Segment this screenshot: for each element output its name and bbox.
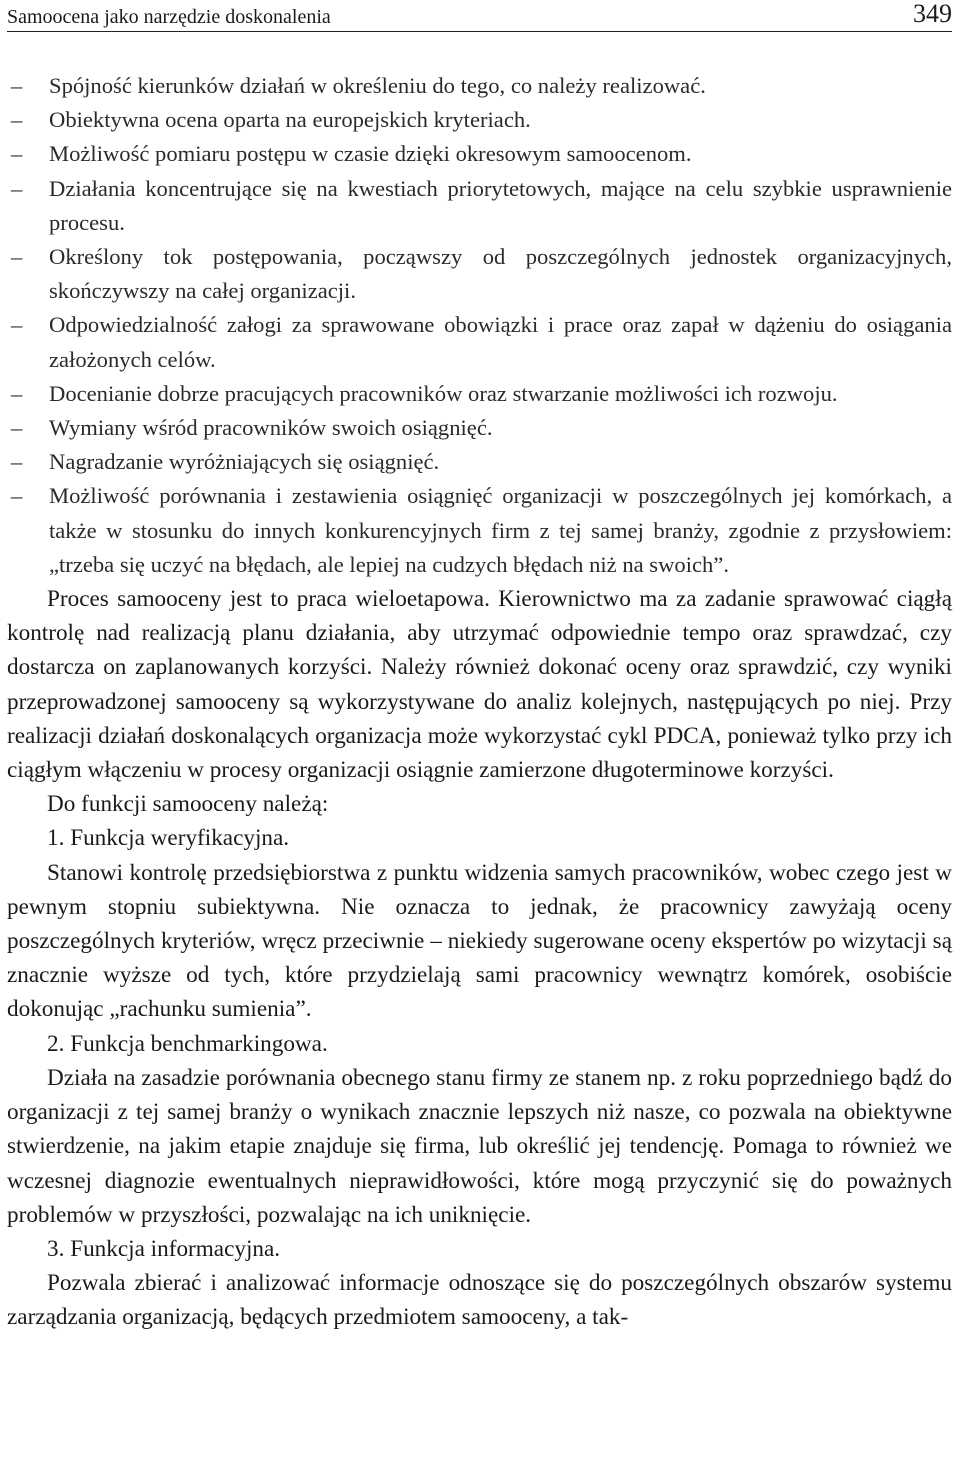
- dash-bullet-icon: –: [11, 449, 23, 475]
- list-item-text: Obiektywna ocena oparta na europejskich kryteriach.: [49, 107, 531, 133]
- function-information-text: Pozwala zbierać i analizować informacje odnoszące się do poszczególnych obszarów systemu zarządzania organizacją, będących przedmiotem samooceny, a tak-: [7, 1270, 952, 1331]
- dash-bullet-icon: –: [11, 175, 23, 201]
- list-item: [7, 479, 952, 582]
- list-item-text: Odpowiedzialność załogi za sprawowane obowiązki i prace oraz zapał w dążeniu do osiągania założonych celów.: [49, 312, 952, 372]
- list-item-text: Określony tok postępowania, począwszy od poszczególnych jednostek organizacyjnych, skończywszy na całej organizacji.: [49, 244, 952, 304]
- dash-bullet-icon: –: [11, 73, 23, 98]
- paragraph-process: Proces samooceny jest to praca wieloetapowa. Kierownictwo ma za zadanie sprawować ciągłą kontrolę nad realizacją planu działania, aby utrzymać odpowiednie tempo oraz sprawdzać, czy dostarcza on zaplanowanych korzyści. Należy również dokonać oceny oraz sprawdzić, czy wyniki przeprowadzonej samooceny są wykorzystywane do analiz kolejnych, następujących po niej. Przy realizacji działań doskonalących organizacja może wykorzystać cykl PDCA, ponieważ tylko przy ich ciągłym włączeniu w procesy organizacji osiągnie zamierzone długoterminowe korzyści.: [7, 586, 952, 784]
- list-item-text: Nagradzanie wyróżniających się osiągnięć.: [49, 449, 440, 475]
- function-benchmarking-text: Działa na zasadzie porównania obecnego stanu firmy ze stanem np. z roku poprzedniego bądź do organizacji z tej samej branży o wynikach znacznie lepszych niż nasze, co pozwala na obiektywne stwierdzenie, na jakim etapie znajduje się firma, lub określić jej tendencję. Pomaga to również we wczesnej diagnozie ewentualnych nieprawidłowości, które mogą przyczynić się do poważnych problemów w przyszłości, pozwalając na ich uniknięcie.: [7, 1064, 952, 1228]
- function-benchmarking-heading: 2. Funkcja benchmarkingowa.: [47, 1030, 328, 1057]
- list-item: [7, 172, 952, 240]
- dash-bullet-icon: –: [11, 380, 23, 406]
- list-item-text: Wymiany wśród pracowników swoich osiągnięć.: [49, 415, 493, 441]
- list-item-text: Możliwość pomiaru postępu w czasie dzięki okresowym samoocenom.: [49, 141, 692, 167]
- running-header: [7, 0, 952, 32]
- list-item-text: Docenianie dobrze pracujących pracowników oraz stwarzanie możliwości ich rozwoju.: [49, 380, 838, 406]
- list-item: [7, 411, 952, 445]
- running-head-title: Samoocena jako narzędzie doskonalenia: [7, 6, 331, 28]
- list-item: [7, 69, 952, 103]
- function-verification-heading: 1. Funkcja weryfikacyjna.: [47, 825, 290, 852]
- list-item: [7, 308, 952, 376]
- list-item: [7, 103, 952, 137]
- function-information-heading: 3. Funkcja informacyjna.: [47, 1235, 281, 1262]
- dash-bullet-icon: –: [11, 312, 23, 338]
- list-item: [7, 445, 952, 479]
- benefits-list: [7, 69, 952, 582]
- dash-bullet-icon: –: [11, 244, 23, 270]
- list-item-text: Spójność kierunków działań w określeniu do tego, co należy realizować.: [49, 73, 706, 98]
- list-item-text: Działania koncentrujące się na kwestiach priorytetowych, mające na celu szybkie usprawnienie procesu.: [49, 175, 952, 235]
- list-item-text: Możliwość porównania i zestawienia osiągnięć organizacji w poszczególnych jej komórkach, a także w stosunku do innych konkurencyjnych firm z tej samej branży, zgodnie z przysłowiem: „trzeba się uczyć na błędach, ale lepiej na cudzych błędach niż na swoich”.: [49, 483, 952, 577]
- dash-bullet-icon: –: [11, 141, 23, 167]
- dash-bullet-icon: –: [11, 483, 23, 509]
- page-number: 349: [913, 0, 952, 28]
- dash-bullet-icon: –: [11, 107, 23, 133]
- paragraph-functions-intro: Do funkcji samooceny należą:: [47, 791, 329, 818]
- function-verification-text: Stanowi kontrolę przedsiębiorstwa z punktu widzenia samych pracowników, wobec czego jest w pewnym stopniu subiektywna. Nie oznacza to jednak, że pracownicy zawyżają oceny poszczególnych kryteriów, wręcz przeciwnie – niekiedy sugerowane oceny ekspertów po wizytacji są znacznie wyższe od tych, które przydzielają sami pracownicy wewnątrz komórek, osobiście dokonując „rachunku sumienia”.: [7, 859, 952, 1023]
- list-item: [7, 377, 952, 411]
- list-item: [7, 137, 952, 171]
- list-item: [7, 240, 952, 308]
- dash-bullet-icon: –: [11, 415, 23, 441]
